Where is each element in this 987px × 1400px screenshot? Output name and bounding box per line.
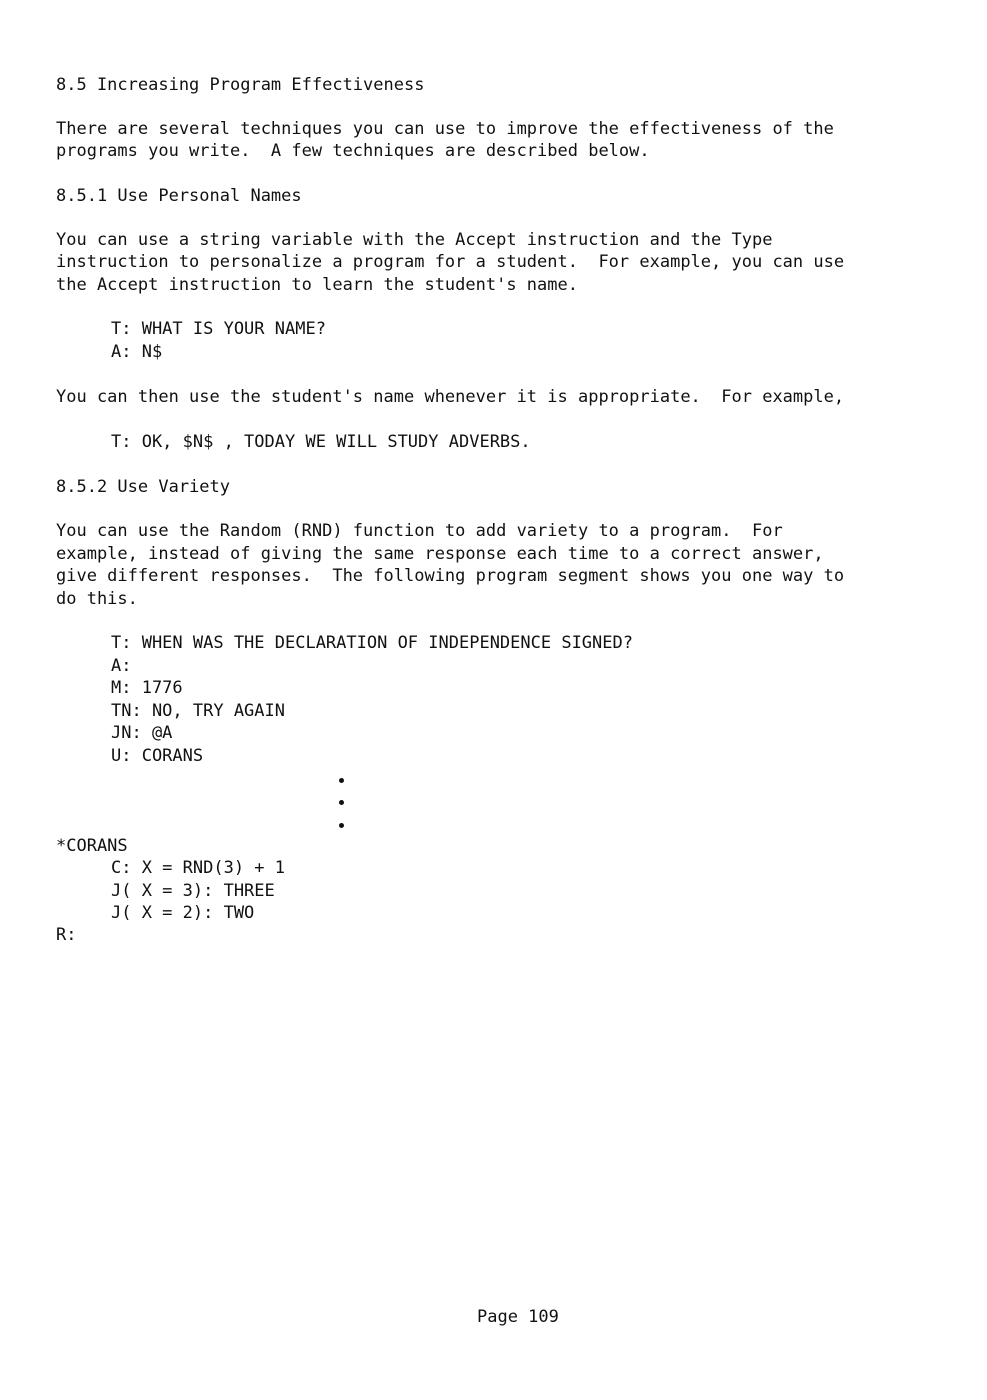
code-line: T: WHEN WAS THE DECLARATION OF INDEPENDENCE SIGNED? xyxy=(111,633,633,653)
paragraph-line: give different responses. The following program segment shows you one way to xyxy=(56,566,845,586)
ellipsis-dot xyxy=(339,800,344,805)
section-heading-8-5-2: 8.5.2 Use Variety xyxy=(56,477,230,497)
code-line: T: WHAT IS YOUR NAME? xyxy=(111,319,326,339)
ellipsis-dot xyxy=(339,778,344,783)
paragraph-line: You can then use the student's name whenever it is appropriate. For example, xyxy=(56,387,845,407)
code-line: M: 1776 xyxy=(111,678,183,698)
code-line: U: CORANS xyxy=(111,746,204,766)
code-line: J( X = 3): THREE xyxy=(111,881,275,901)
ellipsis-dot xyxy=(339,823,344,828)
paragraph-line: the Accept instruction to learn the student's name. xyxy=(56,275,578,295)
paragraph-line: You can use a string variable with the Accept instruction and the Type xyxy=(56,230,773,250)
paragraph-line: instruction to personalize a program for a student. For example, you can use xyxy=(56,252,845,272)
code-line: JN: @A xyxy=(111,723,173,743)
page-number: Page 109 xyxy=(477,1307,559,1327)
code-line: T: OK, $N$ , TODAY WE WILL STUDY ADVERBS. xyxy=(111,432,531,452)
code-line: TN: NO, TRY AGAIN xyxy=(111,701,285,721)
section-heading-8-5-1: 8.5.1 Use Personal Names xyxy=(56,186,302,206)
paragraph-line: There are several techniques you can use to improve the effectiveness of the xyxy=(56,119,834,139)
section-heading-8-5: 8.5 Increasing Program Effectiveness xyxy=(56,75,425,95)
paragraph-line: example, instead of giving the same response each time to a correct answer, xyxy=(56,544,824,564)
code-label: *CORANS xyxy=(56,836,128,856)
paragraph-line: You can use the Random (RND) function to add variety to a program. For xyxy=(56,521,783,541)
code-line: C: X = RND(3) + 1 xyxy=(111,858,285,878)
code-line: A: N$ xyxy=(111,342,163,362)
paragraph-line: programs you write. A few techniques are described below. xyxy=(56,141,650,161)
code-line: R: xyxy=(56,925,77,945)
paragraph-line: do this. xyxy=(56,589,138,609)
code-line: A: xyxy=(111,656,132,676)
code-line: J( X = 2): TWO xyxy=(111,903,255,923)
